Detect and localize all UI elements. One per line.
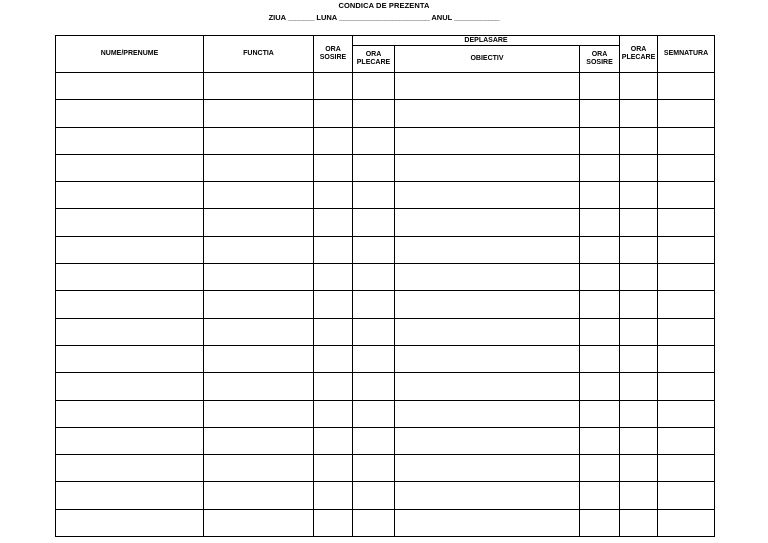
cell-function[interactable] [204, 236, 314, 263]
cell-name[interactable] [56, 318, 204, 345]
cell-name[interactable] [56, 264, 204, 291]
header-deplasare [353, 36, 620, 46]
cell-dep-return-time[interactable] [580, 345, 620, 372]
cell-dep-objective[interactable] [395, 264, 580, 291]
cell-arrival-time[interactable] [314, 127, 353, 154]
cell-signature[interactable] [658, 400, 715, 427]
cell-dep-leave-time[interactable] [353, 182, 395, 209]
cell-function[interactable] [204, 373, 314, 400]
header-arrival-ora: ORA [325, 46, 341, 53]
cell-dep-objective[interactable] [395, 73, 580, 100]
cell-dep-return-time[interactable] [580, 509, 620, 536]
year-blank: ____________ [454, 13, 500, 22]
table-row [56, 455, 715, 482]
table-row [56, 345, 715, 372]
cell-leave-time[interactable] [620, 73, 658, 100]
cell-dep-return-time[interactable] [580, 482, 620, 509]
day-label: ZIUA [268, 13, 286, 22]
table-row [56, 373, 715, 400]
table-row [56, 182, 715, 209]
table-row [56, 400, 715, 427]
date-line [0, 13, 768, 22]
header-arrival-time [314, 36, 353, 73]
table-row [56, 127, 715, 154]
cell-signature[interactable] [658, 318, 715, 345]
cell-dep-objective[interactable] [395, 127, 580, 154]
cell-leave-time[interactable] [620, 291, 658, 318]
cell-dep-objective[interactable] [395, 345, 580, 372]
cell-signature[interactable] [658, 427, 715, 454]
day-blank: _______ [287, 13, 315, 22]
cell-arrival-time[interactable] [314, 373, 353, 400]
cell-function[interactable] [204, 345, 314, 372]
cell-dep-objective[interactable] [395, 455, 580, 482]
cell-function[interactable] [204, 209, 314, 236]
cell-name[interactable] [56, 455, 204, 482]
cell-dep-leave-time[interactable] [353, 209, 395, 236]
cell-leave-time[interactable] [620, 209, 658, 236]
table-row [56, 236, 715, 263]
header-arrival-sosire: SOSIRE [319, 54, 347, 61]
cell-dep-return-time[interactable] [580, 182, 620, 209]
table-row [56, 318, 715, 345]
cell-name[interactable] [56, 236, 204, 263]
cell-signature[interactable] [658, 73, 715, 100]
cell-dep-leave-time[interactable] [353, 236, 395, 263]
cell-name[interactable] [56, 400, 204, 427]
cell-leave-time[interactable] [620, 400, 658, 427]
cell-signature[interactable] [658, 482, 715, 509]
cell-dep-leave-time[interactable] [353, 345, 395, 372]
header-function [204, 36, 314, 73]
cell-dep-objective[interactable] [395, 154, 580, 181]
cell-function[interactable] [204, 400, 314, 427]
cell-name[interactable] [56, 154, 204, 181]
cell-function[interactable] [204, 154, 314, 181]
cell-signature[interactable] [658, 127, 715, 154]
cell-leave-time[interactable] [620, 236, 658, 263]
cell-dep-objective[interactable] [395, 100, 580, 127]
attendance-table [55, 35, 715, 537]
cell-name[interactable] [56, 100, 204, 127]
cell-name[interactable] [56, 291, 204, 318]
cell-leave-time[interactable] [620, 154, 658, 181]
cell-dep-return-time[interactable] [580, 236, 620, 263]
cell-name[interactable] [56, 345, 204, 372]
cell-dep-objective[interactable] [395, 400, 580, 427]
cell-dep-return-time[interactable] [580, 455, 620, 482]
cell-arrival-time[interactable] [314, 154, 353, 181]
cell-arrival-time[interactable] [314, 236, 353, 263]
cell-dep-leave-time[interactable] [353, 264, 395, 291]
cell-dep-objective[interactable] [395, 236, 580, 263]
cell-function[interactable] [204, 182, 314, 209]
cell-name[interactable] [56, 127, 204, 154]
cell-function[interactable] [204, 264, 314, 291]
header-dep-leave-ora: ORA [365, 51, 382, 58]
cell-signature[interactable] [658, 182, 715, 209]
cell-function[interactable] [204, 509, 314, 536]
cell-leave-time[interactable] [620, 100, 658, 127]
cell-signature[interactable] [658, 100, 715, 127]
cell-dep-leave-time[interactable] [353, 482, 395, 509]
cell-dep-objective[interactable] [395, 509, 580, 536]
header-dep-leave-time [353, 46, 395, 73]
cell-leave-time[interactable] [620, 373, 658, 400]
cell-name[interactable] [56, 73, 204, 100]
cell-function[interactable] [204, 318, 314, 345]
cell-dep-return-time[interactable] [580, 264, 620, 291]
cell-function[interactable] [204, 455, 314, 482]
cell-arrival-time[interactable] [314, 73, 353, 100]
header-dep-return-ora: ORA [591, 51, 608, 58]
cell-dep-objective[interactable] [395, 373, 580, 400]
table-row [56, 509, 715, 536]
cell-signature[interactable] [658, 345, 715, 372]
header-leave-ora: ORA [630, 46, 647, 53]
cell-leave-time[interactable] [620, 127, 658, 154]
cell-leave-time[interactable] [620, 509, 658, 536]
table-row [56, 482, 715, 509]
cell-dep-leave-time[interactable] [353, 373, 395, 400]
cell-signature[interactable] [658, 209, 715, 236]
cell-arrival-time[interactable] [314, 318, 353, 345]
cell-dep-objective[interactable] [395, 427, 580, 454]
cell-dep-objective[interactable] [395, 182, 580, 209]
header-dep-leave-plecare: PLECARE [356, 59, 391, 66]
cell-name[interactable] [56, 209, 204, 236]
header-signature-label: SEMNATURA [663, 50, 709, 57]
header-function-label: FUNCTIA [243, 50, 274, 57]
cell-leave-time[interactable] [620, 318, 658, 345]
cell-function[interactable] [204, 73, 314, 100]
cell-function[interactable] [204, 291, 314, 318]
header-leave-time [620, 36, 658, 73]
cell-dep-objective[interactable] [395, 482, 580, 509]
cell-signature[interactable] [658, 373, 715, 400]
header-dep-objective-label: OBIECTIV [470, 55, 504, 62]
cell-name[interactable] [56, 482, 204, 509]
cell-function[interactable] [204, 427, 314, 454]
cell-dep-leave-time[interactable] [353, 73, 395, 100]
cell-arrival-time[interactable] [314, 509, 353, 536]
cell-arrival-time[interactable] [314, 400, 353, 427]
header-signature [658, 36, 715, 73]
cell-dep-leave-time[interactable] [353, 318, 395, 345]
cell-leave-time[interactable] [620, 264, 658, 291]
cell-dep-return-time[interactable] [580, 100, 620, 127]
table-row [56, 154, 715, 181]
cell-arrival-time[interactable] [314, 427, 353, 454]
cell-dep-return-time[interactable] [580, 154, 620, 181]
cell-arrival-time[interactable] [314, 345, 353, 372]
table-header [56, 36, 715, 73]
cell-dep-objective[interactable] [395, 291, 580, 318]
cell-dep-return-time[interactable] [580, 318, 620, 345]
cell-signature[interactable] [658, 455, 715, 482]
cell-function[interactable] [204, 100, 314, 127]
header-deplasare-label: DEPLASARE [464, 36, 508, 44]
table-row [56, 73, 715, 100]
cell-arrival-time[interactable] [314, 182, 353, 209]
month-label: LUNA [316, 13, 337, 22]
cell-arrival-time[interactable] [314, 482, 353, 509]
header-dep-return-sosire: SOSIRE [586, 59, 613, 66]
header-dep-return-time [580, 46, 620, 73]
cell-dep-return-time[interactable] [580, 291, 620, 318]
cell-dep-return-time[interactable] [580, 73, 620, 100]
cell-leave-time[interactable] [620, 345, 658, 372]
cell-dep-return-time[interactable] [580, 400, 620, 427]
cell-name[interactable] [56, 427, 204, 454]
header-name-label: NUME/PRENUME [100, 50, 159, 57]
cell-name[interactable] [56, 509, 204, 536]
cell-signature[interactable] [658, 236, 715, 263]
cell-leave-time[interactable] [620, 427, 658, 454]
cell-dep-leave-time[interactable] [353, 455, 395, 482]
cell-dep-return-time[interactable] [580, 209, 620, 236]
cell-signature[interactable] [658, 509, 715, 536]
cell-arrival-time[interactable] [314, 264, 353, 291]
cell-dep-leave-time[interactable] [353, 509, 395, 536]
table-row [56, 291, 715, 318]
table-row [56, 209, 715, 236]
cell-name[interactable] [56, 373, 204, 400]
cell-dep-leave-time[interactable] [353, 400, 395, 427]
cell-arrival-time[interactable] [314, 209, 353, 236]
cell-function[interactable] [204, 127, 314, 154]
cell-signature[interactable] [658, 154, 715, 181]
cell-arrival-time[interactable] [314, 100, 353, 127]
header-name [56, 36, 204, 73]
cell-arrival-time[interactable] [314, 455, 353, 482]
cell-dep-return-time[interactable] [580, 127, 620, 154]
cell-dep-leave-time[interactable] [353, 100, 395, 127]
cell-dep-return-time[interactable] [580, 373, 620, 400]
cell-leave-time[interactable] [620, 482, 658, 509]
cell-dep-objective[interactable] [395, 209, 580, 236]
cell-leave-time[interactable] [620, 182, 658, 209]
cell-dep-objective[interactable] [395, 318, 580, 345]
cell-signature[interactable] [658, 264, 715, 291]
header-leave-plecare: PLECARE [621, 54, 656, 61]
cell-signature[interactable] [658, 291, 715, 318]
year-label: ANUL [431, 13, 453, 22]
cell-dep-leave-time[interactable] [353, 291, 395, 318]
table-body [56, 73, 715, 537]
cell-leave-time[interactable] [620, 455, 658, 482]
document-title: CONDICA DE PREZENTA [338, 1, 430, 10]
month-blank: ________________________ [339, 13, 430, 22]
table-row [56, 264, 715, 291]
header-dep-objective [395, 46, 580, 73]
cell-name[interactable] [56, 182, 204, 209]
cell-dep-leave-time[interactable] [353, 127, 395, 154]
cell-dep-return-time[interactable] [580, 427, 620, 454]
cell-dep-leave-time[interactable] [353, 154, 395, 181]
cell-arrival-time[interactable] [314, 291, 353, 318]
table-row [56, 427, 715, 454]
cell-dep-leave-time[interactable] [353, 427, 395, 454]
cell-function[interactable] [204, 482, 314, 509]
table-row [56, 100, 715, 127]
